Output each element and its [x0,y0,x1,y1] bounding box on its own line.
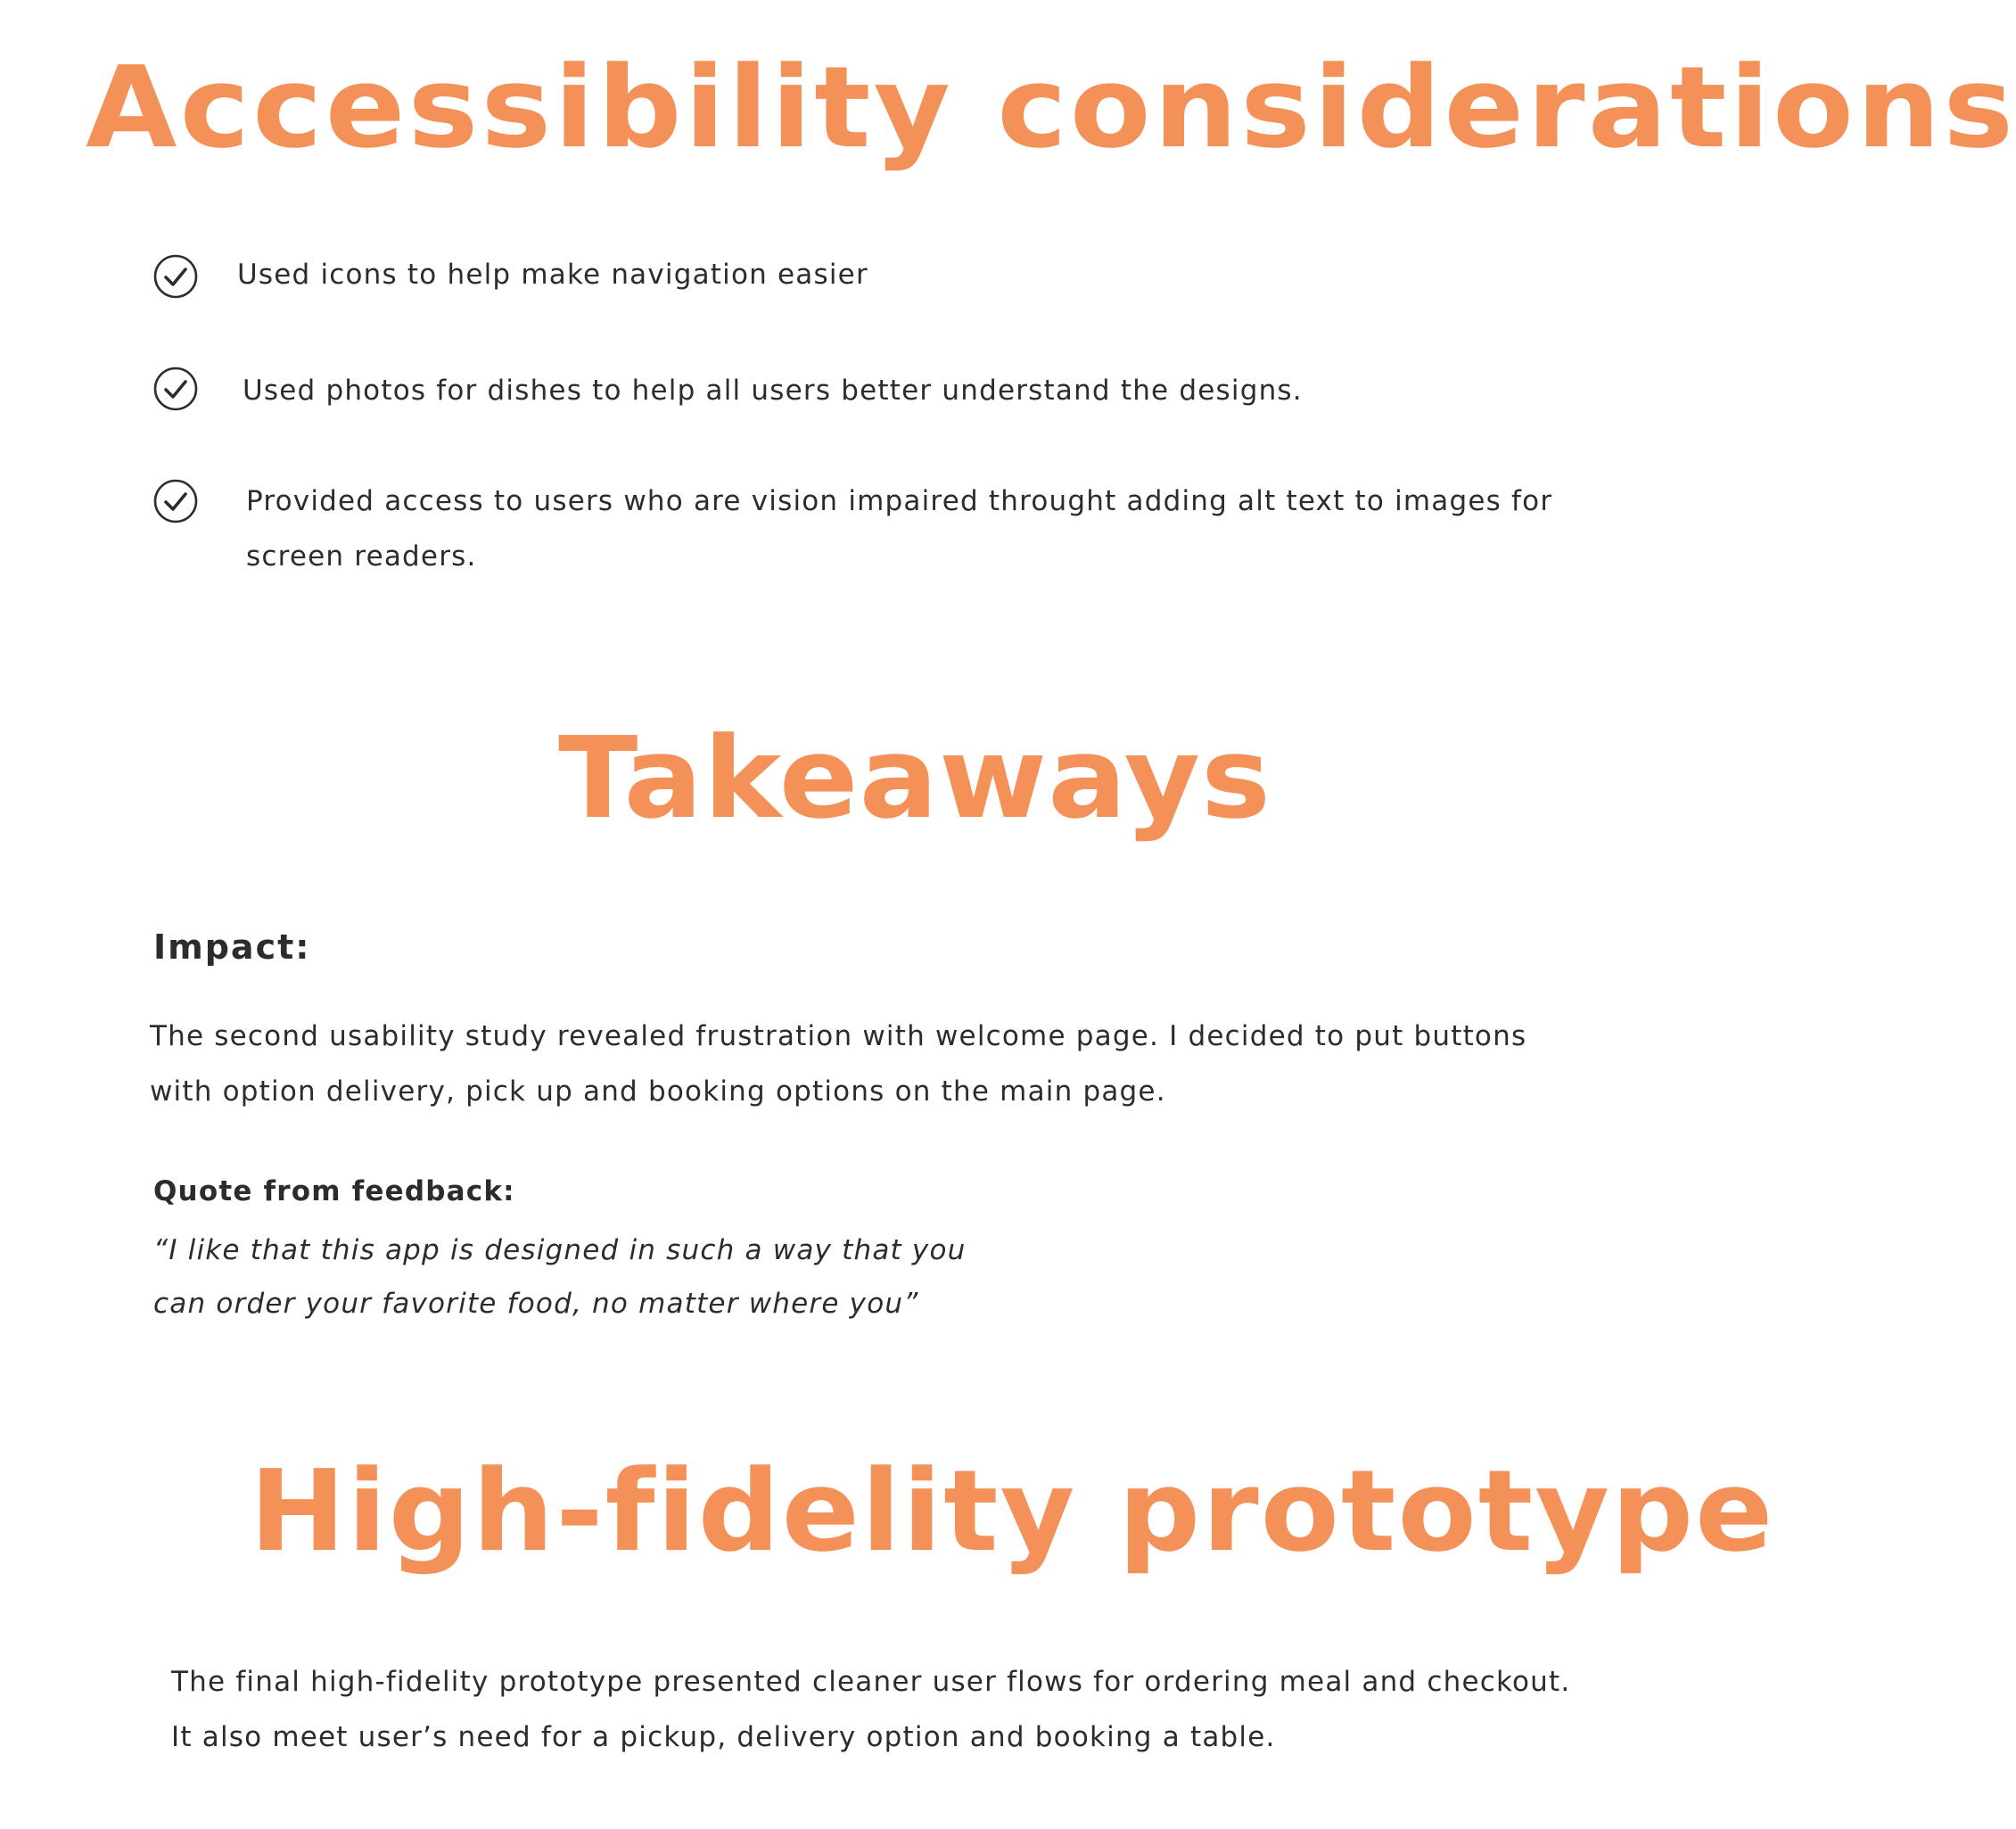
impact-paragraph [150,1009,1526,1119]
accessibility-item-3-text [246,474,1552,584]
impact-line-1: The second usability study revealed frustration with welcome page. I decided to put buttons [150,1020,1527,1052]
prototype-line-1: The final high-fidelity prototype presented cleaner user flows for ordering meal and checkout. [171,1666,1571,1698]
check-circle-icon [152,253,199,300]
impact-label: Impact: [153,927,311,967]
prototype-paragraph [171,1654,1570,1765]
accessibility-item-1-text: Used icons to help make navigation easier [237,259,868,291]
accessibility-item-3-line-2: screen readers. [246,540,477,573]
accessibility-item-2-text: Used photos for dishes to help all users better understand the designs. [243,375,1303,407]
feedback-quote [153,1223,966,1331]
check-circle-icon [152,366,199,412]
accessibility-item-3-line-1: Provided access to users who are vision impaired throught adding alt text to images for [246,485,1553,517]
check-circle-icon [152,478,199,524]
takeaways-heading: Takeaways [558,713,1272,844]
prototype-line-2: It also meet user’s need for a pickup, delivery option and booking a table. [171,1721,1276,1753]
quote-label: Quote from feedback: [153,1175,515,1207]
quote-line-2: can order your favorite food, no matter where you” [153,1288,919,1320]
accessibility-heading: Accessibility considerations [86,42,2016,173]
prototype-heading: High-fidelity prototype [250,1446,1775,1577]
impact-line-2: with option delivery, pick up and booking options on the main page. [150,1075,1166,1108]
quote-line-1: “I like that this app is designed in such a way that you [153,1234,967,1266]
